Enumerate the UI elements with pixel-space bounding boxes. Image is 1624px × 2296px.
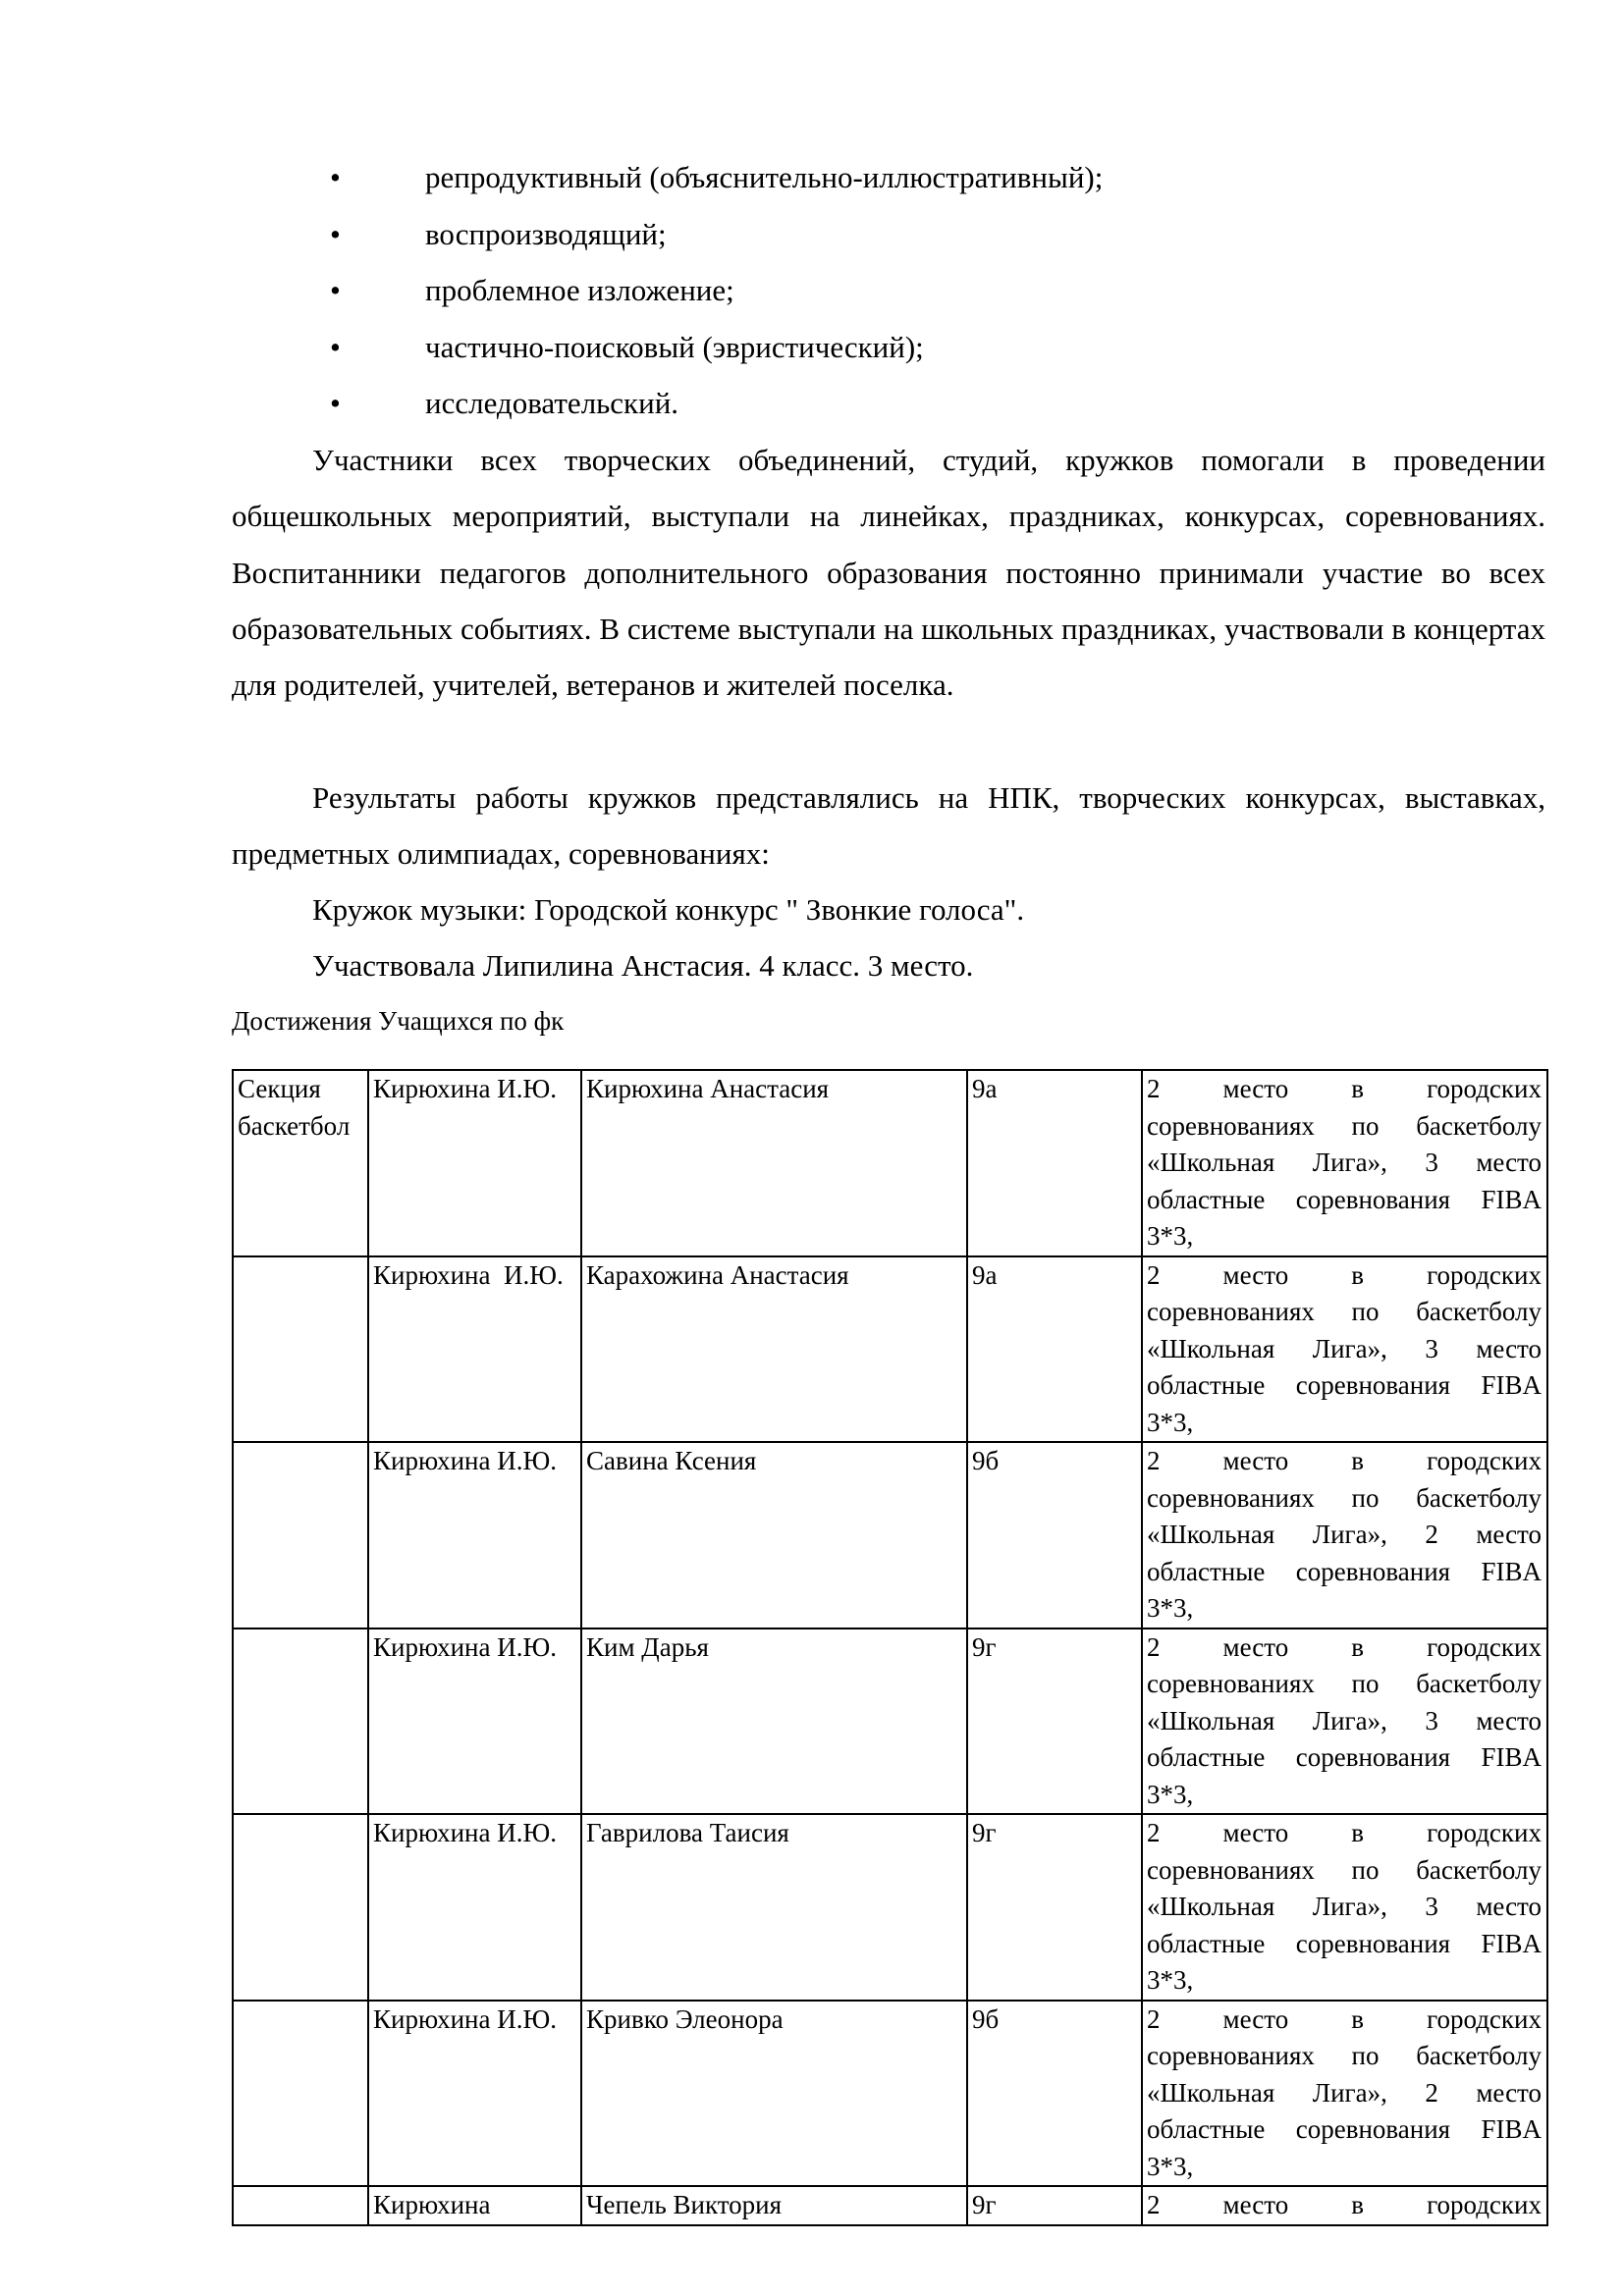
table-row (233, 1814, 1547, 2001)
section-cell (233, 2186, 368, 2225)
result-cell (1142, 1070, 1547, 1256)
result-text: 2 место в городских соревнованиях по баскетболу «Школьная Лига», 2 место областные соревнования FIBA 3*3, (1147, 2003, 1542, 2181)
result-text: 2 место в городских соревнованиях по баскетболу «Школьная Лига», 3 место областные соревнования FIBA 3*3, (1147, 1074, 1542, 1251)
result-cell (1142, 1629, 1547, 1815)
table-row (233, 1629, 1547, 1815)
section-cell: Секция баскетбол (233, 1070, 368, 1256)
bullet-text: проблемное изложение; (425, 273, 734, 307)
table-row (233, 1442, 1547, 1629)
coach-cell: Кирюхина (368, 2186, 581, 2225)
class-cell: 9г (967, 1814, 1142, 2001)
result-cell (1142, 1442, 1547, 1629)
bullet-item (232, 375, 1547, 432)
coach-cell: Кирюхина И.Ю. (368, 2001, 581, 2187)
bullet-icon: • (330, 160, 341, 194)
bullet-icon: • (330, 386, 341, 420)
bullet-text: воспроизводящий; (425, 216, 667, 251)
table-row (233, 2186, 1547, 2225)
methods-bullet-list (232, 149, 1547, 432)
result-text: 2 место в городских соревнованиях по баскетболу «Школьная Лига», 3 место областные соревнования FIBA 3*3, (1147, 1631, 1542, 1809)
coach-cell: Кирюхина И.Ю. (368, 1070, 581, 1256)
bullet-text: частично-поисковый (эвристический); (425, 329, 924, 364)
bullet-text: репродуктивный (объяснительно-иллюстративный); (425, 160, 1104, 194)
coach-cell: Кирюхина И.Ю. (368, 1256, 581, 1443)
student-cell: Савина Ксения (581, 1442, 967, 1629)
class-cell: 9б (967, 1442, 1142, 1629)
table-row (233, 1070, 1547, 1256)
result-cell (1142, 2001, 1547, 2187)
result-text: 2 место в городских соревнованиях по баскетболу «Школьная Лига», 3 место областные соревнования FIBA 3*3, (1147, 1259, 1542, 1437)
result-cell (1142, 1256, 1547, 1443)
student-cell: Чепель Виктория (581, 2186, 967, 2225)
table-heading: Достижения Учащихся по фк (232, 1006, 565, 1036)
section-cell (233, 1256, 368, 1443)
section-cell (233, 1629, 368, 1815)
class-cell: 9г (967, 2186, 1142, 2225)
section-cell (233, 1814, 368, 2001)
class-cell: 9б (967, 2001, 1142, 2187)
student-cell: Кривко Элеонора (581, 2001, 967, 2187)
result-text: 2 место в городских соревнованиях по баскетболу «Школьная Лига», 3 место областные соревнования FIBA 3*3, (1147, 1818, 1542, 1995)
table-row (233, 2001, 1547, 2187)
music-club-line: Кружок музыки: Городской конкурс " Звонкие голоса". (312, 892, 1025, 927)
bullet-item (232, 262, 1547, 319)
bullet-text: исследовательский. (425, 386, 679, 420)
coach-cell: Кирюхина И.Ю. (368, 1629, 581, 1815)
bullet-item (232, 149, 1547, 206)
student-cell: Ким Дарья (581, 1629, 967, 1815)
class-cell: 9а (967, 1070, 1142, 1256)
bullet-item (232, 206, 1547, 263)
result-text: 2 место в городских (1147, 2190, 1542, 2219)
class-cell: 9г (967, 1629, 1142, 1815)
coach-cell: Кирюхина И.Ю. (368, 1814, 581, 2001)
class-cell: 9а (967, 1256, 1142, 1443)
coach-cell: Кирюхина И.Ю. (368, 1442, 581, 1629)
results-paragraph: Результаты работы кружков представлялись на НПК, творческих конкурсах, выставках, предметных олимпиадах, соревнованиях: (232, 780, 1545, 872)
student-cell: Карахожина Анастасия (581, 1256, 967, 1443)
section-cell (233, 1442, 368, 1629)
bullet-icon: • (330, 273, 341, 307)
student-cell: Гаврилова Таисия (581, 1814, 967, 2001)
result-cell (1142, 2186, 1547, 2225)
participants-paragraph: Участники всех творческих объединений, студий, кружков помогали в проведении общешкольных мероприятий, выступали на линейках, праздниках, конкурсах, соревнованиях. Воспитанники педагогов дополнительного образования постоянно принимали участие во всех образовательных событиях. В системе выступали на школьных праздниках, участвовали в концертах для родителей, учителей, ветеранов и жителей поселка. (232, 443, 1545, 703)
student-cell: Кирюхина Анастасия (581, 1070, 967, 1256)
achievements-table (232, 1069, 1548, 2226)
result-cell (1142, 1814, 1547, 2001)
table-row (233, 1256, 1547, 1443)
music-participant-line: Участвовала Липилина Анстасия. 4 класс. 3 место. (312, 948, 974, 983)
bullet-item (232, 319, 1547, 376)
section-cell (233, 2001, 368, 2187)
bullet-icon: • (330, 329, 341, 364)
bullet-icon: • (330, 216, 341, 251)
result-text: 2 место в городских соревнованиях по баскетболу «Школьная Лига», 2 место областные соревнования FIBA 3*3, (1147, 1446, 1542, 1623)
